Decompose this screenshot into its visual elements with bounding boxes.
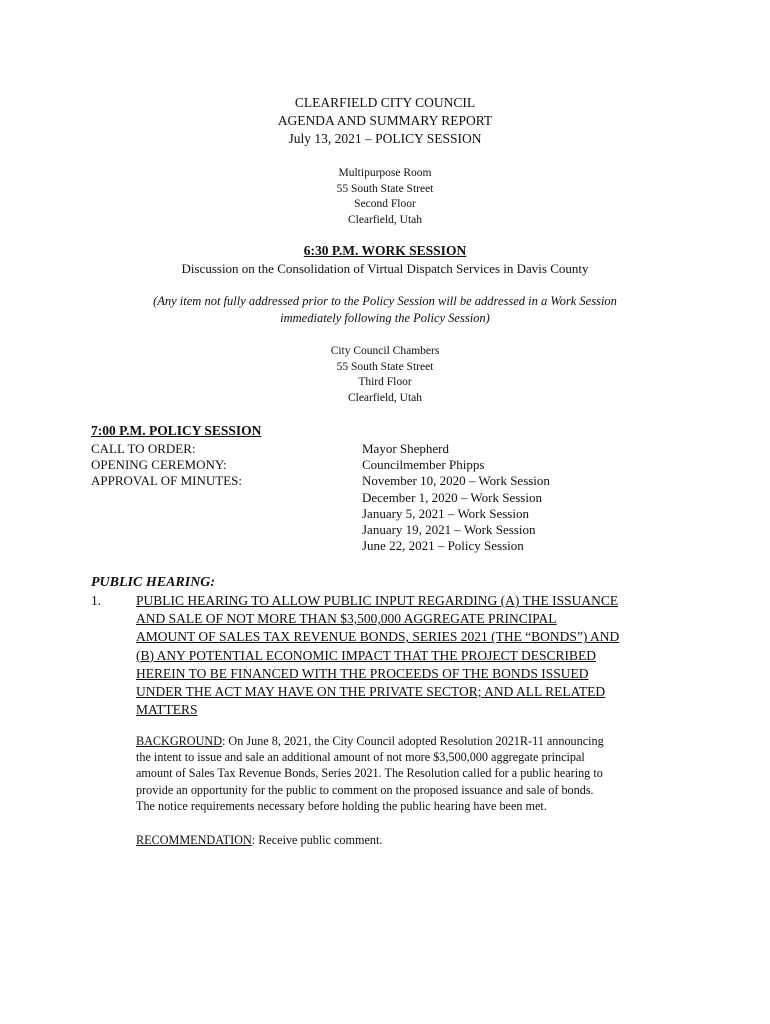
minutes-item: January 19, 2021 – Work Session: [362, 522, 536, 538]
agenda-item-title: [136, 592, 619, 719]
policy-session-title: 7:00 P.M. POLICY SESSION: [91, 423, 262, 438]
background-text: : On June 8, 2021, the City Council adopted Resolution 2021R-11 announcing: [222, 734, 604, 748]
recommendation-text: : Receive public comment.: [251, 833, 383, 847]
minutes-item: June 22, 2021 – Policy Session: [362, 538, 524, 554]
document-header: [0, 94, 770, 148]
work-session-note-line: (Any item not fully addressed prior to the Policy Session will be addressed in a Work Session: [153, 294, 617, 308]
agenda-item-number: 1.: [91, 593, 102, 608]
approval-of-minutes-label: APPROVAL OF MINUTES:: [91, 473, 242, 489]
policy-session-values: [362, 441, 550, 554]
location-street: 55 South State Street: [336, 360, 434, 373]
work-session-note: [0, 293, 770, 327]
agenda-item-title-line: AND SALE OF NOT MORE THAN $3,500,000 AGGREGATE PRINCIPAL: [136, 611, 557, 627]
minutes-item: January 5, 2021 – Work Session: [362, 505, 529, 521]
location-room: Multipurpose Room: [338, 167, 432, 179]
work-session-note-line: immediately following the Policy Session): [280, 311, 490, 325]
location-floor: Third Floor: [358, 376, 412, 388]
background-text-line: amount of Sales Tax Revenue Bonds, Series 2021. The Resolution called for a public hearing to: [136, 766, 603, 781]
agenda-item-title-line: MATTERS: [136, 702, 198, 718]
background-paragraph: [136, 733, 604, 814]
minutes-item: December 1, 2020 – Work Session: [362, 489, 542, 505]
call-to-order-value: Mayor Shepherd: [362, 441, 450, 456]
agenda-item-title-line: UNDER THE ACT MAY HAVE ON THE PRIVATE SECTOR; AND ALL RELATED: [136, 684, 606, 700]
policy-session-labels: [91, 441, 242, 490]
background-label: BACKGROUND: [136, 734, 222, 748]
location-street: 55 South State Street: [336, 182, 434, 195]
agenda-item-title-line: AMOUNT OF SALES TAX REVENUE BONDS, SERIES 2021 (THE “BONDS”) AND: [136, 629, 620, 645]
recommendation-label: RECOMMENDATION: [136, 833, 252, 847]
background-text-line: provide an opportunity for the public to comment on the proposed issuance and sale of bonds.: [136, 782, 594, 797]
location-floor: Second Floor: [354, 198, 416, 210]
header-report-title: AGENDA AND SUMMARY REPORT: [277, 113, 493, 128]
opening-ceremony-value: Councilmember Phipps: [362, 457, 485, 473]
recommendation-paragraph: [136, 832, 382, 848]
header-session-date: July 13, 2021 – POLICY SESSION: [288, 131, 482, 146]
header-council-name: CLEARFIELD CITY COUNCIL: [294, 95, 476, 110]
background-text-line: the intent to issue and sale an additional amount of not more $3,500,000 aggregate principal: [136, 750, 585, 765]
call-to-order-label: CALL TO ORDER:: [91, 441, 196, 456]
location-room: City Council Chambers: [330, 345, 440, 357]
agenda-item-title-line: (B) ANY POTENTIAL ECONOMIC IMPACT THAT THE PROJECT DESCRIBED: [136, 647, 597, 663]
agenda-item-title-line: HEREIN TO BE FINANCED WITH THE PROCEEDS OF THE BONDS ISSUED: [136, 665, 589, 681]
work-session-title: 6:30 P.M. WORK SESSION: [303, 243, 467, 258]
background-text-line: The notice requirements necessary before holding the public hearing have been met.: [136, 798, 547, 813]
policy-session-location: [0, 344, 770, 406]
minutes-item: November 10, 2020 – Work Session: [362, 473, 550, 489]
location-city: Clearfield, Utah: [347, 391, 423, 404]
work-session-location: [0, 166, 770, 228]
agenda-item-title-line: PUBLIC HEARING TO ALLOW PUBLIC INPUT REGARDING (A) THE ISSUANCE: [136, 593, 619, 608]
opening-ceremony-label: OPENING CEREMONY:: [91, 457, 227, 473]
public-hearing-heading: PUBLIC HEARING:: [91, 575, 216, 590]
work-session-topic: Discussion on the Consolidation of Virtual Dispatch Services in Davis County: [181, 261, 589, 276]
location-city: Clearfield, Utah: [347, 213, 423, 226]
work-session-section: [0, 242, 770, 277]
